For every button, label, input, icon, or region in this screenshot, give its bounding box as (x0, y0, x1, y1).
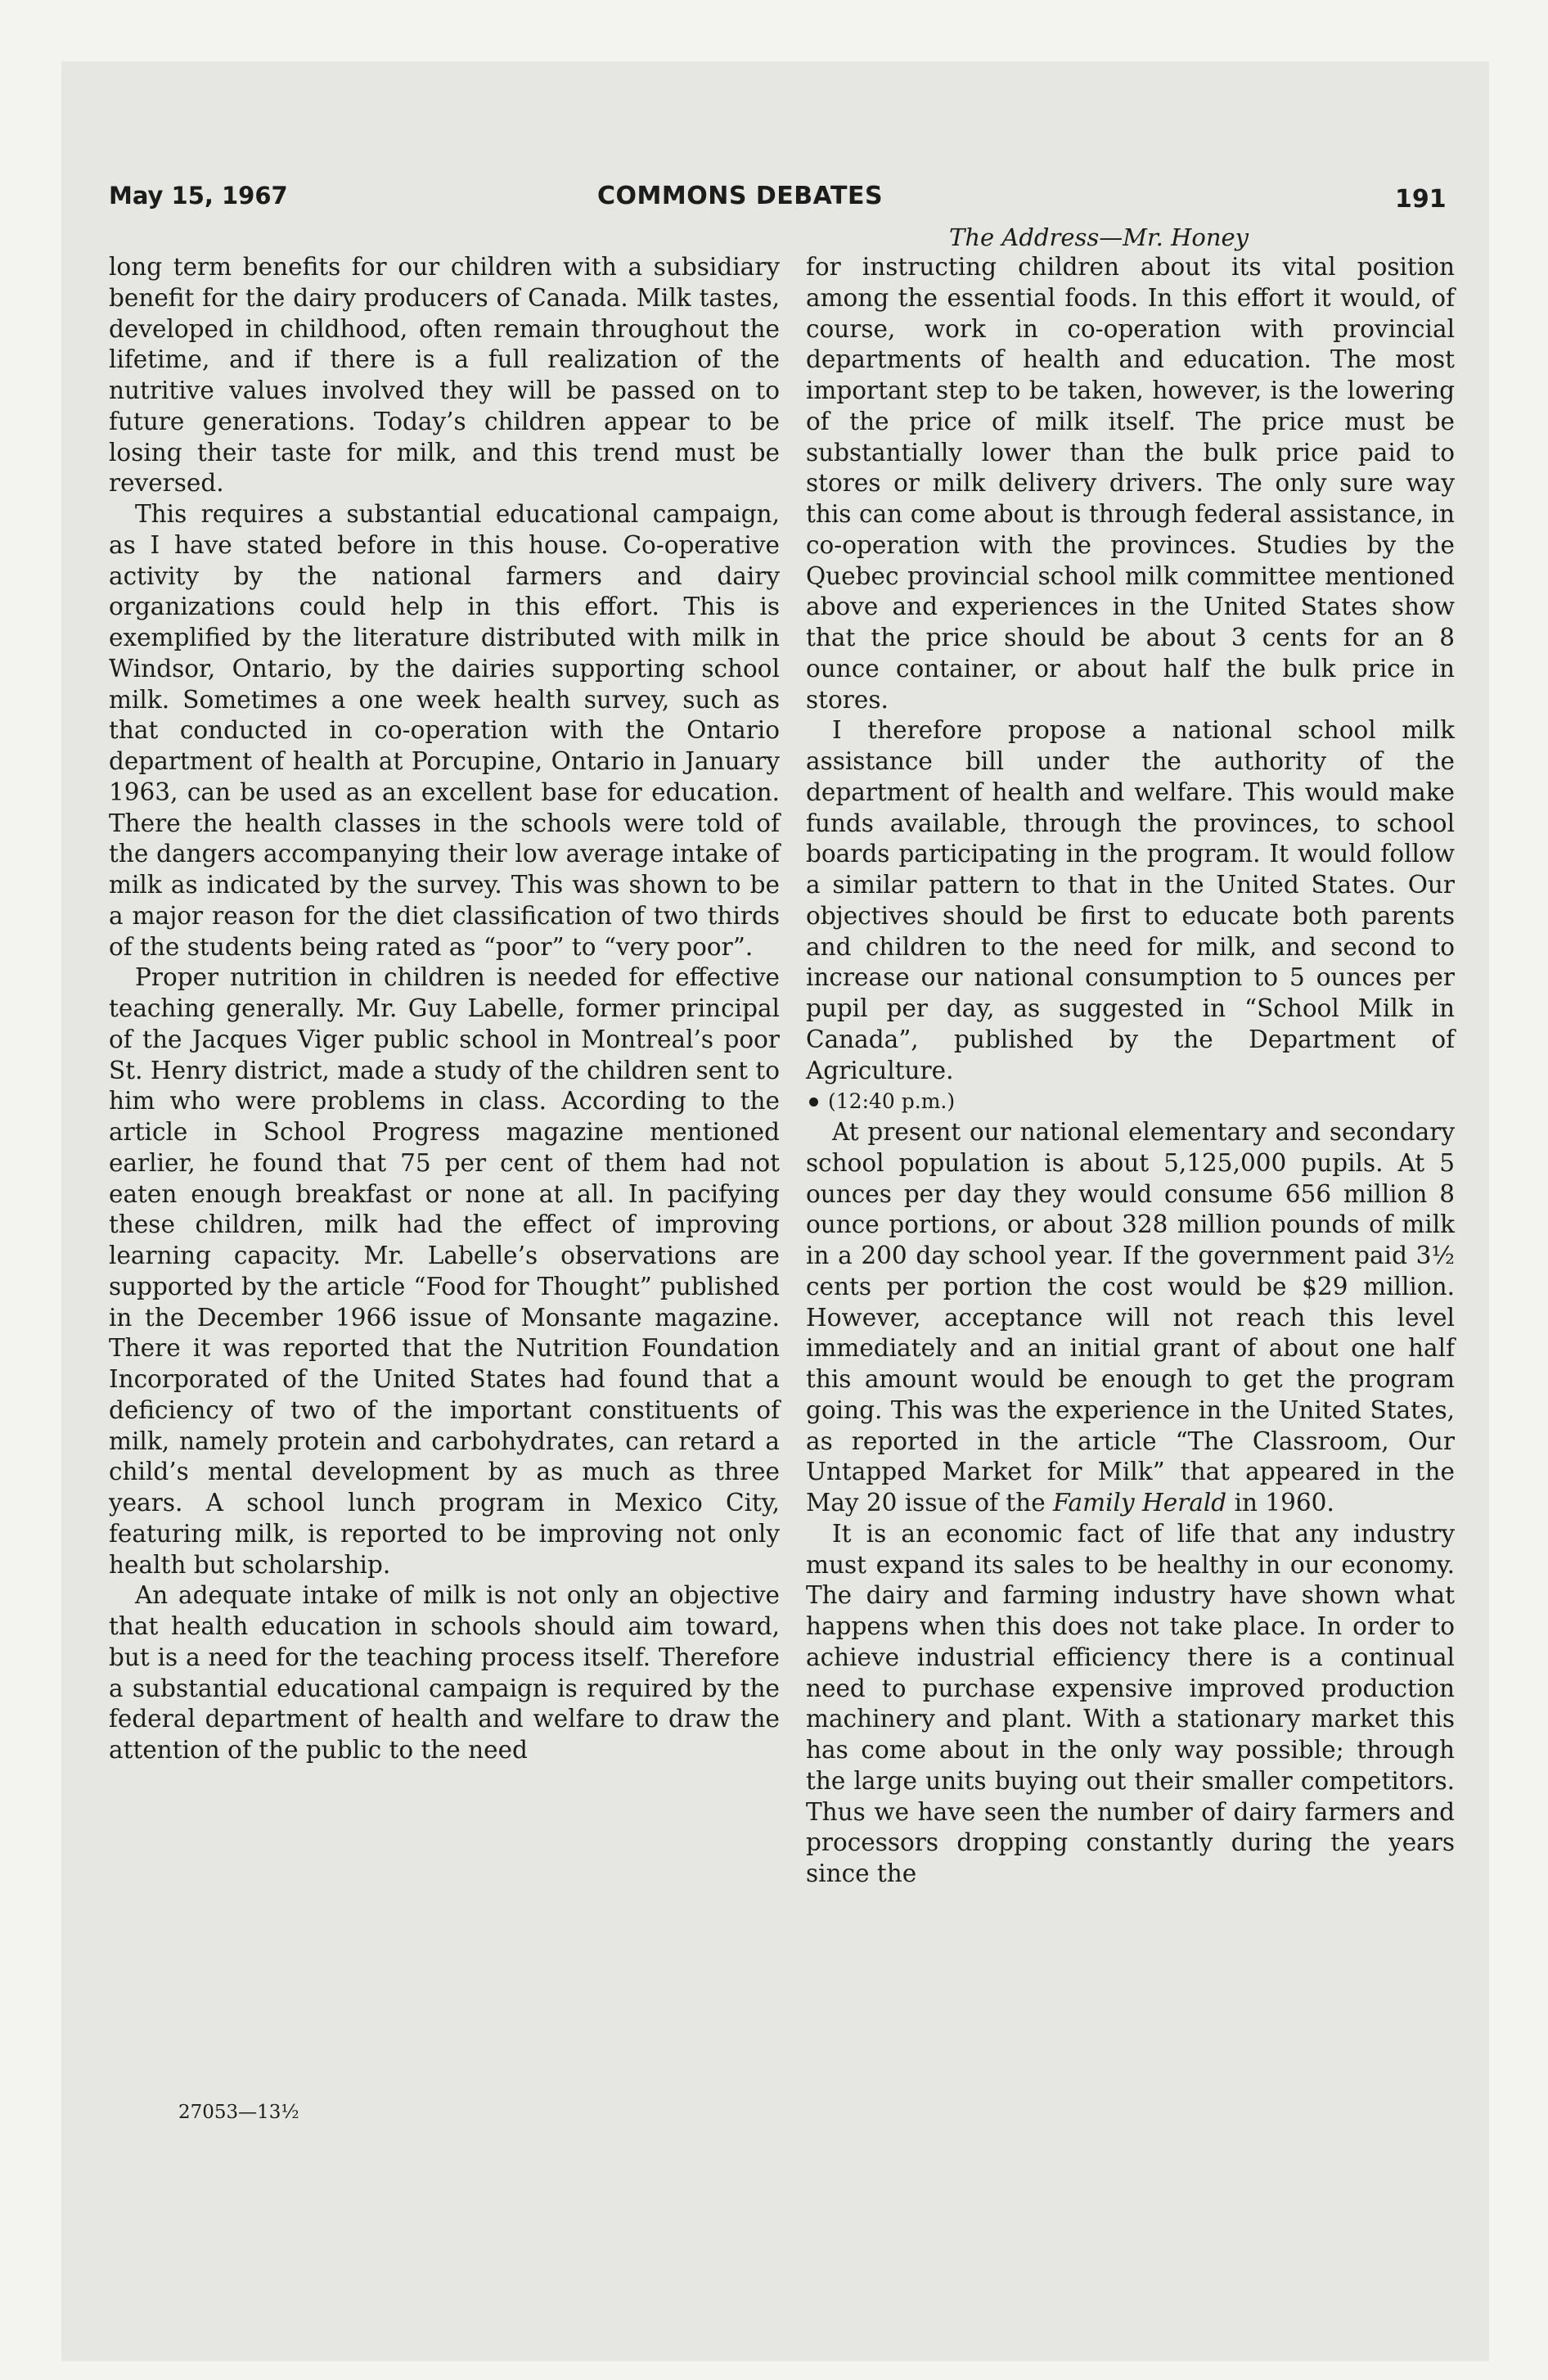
header-title: COMMONS DEBATES (597, 182, 884, 210)
timestamp-text: (12:40 p.m.) (828, 1089, 956, 1114)
paragraph: An adequate intake of milk is not only an objective that health education in schools should aim toward, but is a need for the teaching process itself. Therefore a substantial educational campaign is required by the federal department of health and welfare to draw the attention of the public to the need (109, 1581, 780, 1764)
paragraph-text: At present our national elementary and secondary school population is about 5,125,000 pupils. At 5 ounces per day they would consume 656 million 8 ounce portions, or about 328 million pounds of milk in a 200 day school year. If the government paid 3½ cents per portion the cost would be $29 million. However, acceptance will not reach this level immediately and an initial grant of about one half this amount would be enough to get the program going. This was the experience in the United States, as reported in the article “The Classroom, Our Untapped Market for Milk” that appeared in the May 20 issue of the (806, 1118, 1455, 1517)
paragraph: for instructing children about its vital position among the essential foods. In this effort it would, of course, work in co-operation with provincial departments of health and education. The most important step to be taken, however, is the lowering of the price of milk itself. The price must be substantially lower than the bulk price paid to stores or milk delivery drivers. The only sure way this can come about is through federal assistance, in co-operation with the provinces. Studies by the Quebec provincial school milk committee mentioned above and experiences in the United States show that the price should be about 3 cents for an 8 ounce container, or about half the bulk price in stores. (806, 253, 1455, 714)
right-column (806, 252, 1455, 1890)
paragraph (806, 1117, 1455, 1519)
paragraph: Proper nutrition in children is needed for effective teaching generally. Mr. Guy Labelle, former principal of the Jacques Viger public school in Montreal’s poor St. Henry district, made a study of the children sent to him who were problems in class. According to the article in School Progress magazine mentioned earlier, he found that 75 per cent of them had not eaten enough breakfast or none at all. In pacifying these children, milk had the effect of improving learning capacity. Mr. Labelle’s observations are supported by the article “Food for Thought” published in the December 1966 issue of Monsante magazine. There it was reported that the Nutrition Foundation Incorporated of the United States had found that a deficiency of two of the important constituents of milk, namely protein and carbohydrates, can retard a child’s mental development by as much as three years. A school lunch program in Mexico City, featuring milk, is reported to be improving not only health but scholarship. (109, 963, 780, 1579)
paragraph: It is an economic fact of life that any industry must expand its sales to be healthy in our economy. The dairy and farming industry have shown what happens when this does not take place. In order to achieve industrial efficiency there is a continual need to purchase expensive improved production machinery and plant. With a stationary market this has come about in the only way possible; through the large units buying out their smaller competitors. Thus we have seen the number of dairy farmers and processors dropping constantly during the years since the (806, 1519, 1455, 1887)
page-number: 191 (1395, 185, 1447, 214)
publication-title: Family Herald (1053, 1489, 1227, 1517)
paragraph: This requires a substantial educational campaign, as I have stated before in this house. Co-operative activity by the national farmers and dairy organizations could help in this effort. This is exemplified by the literature distributed with milk in Windsor, Ontario, by the dairies supporting school milk. Sometimes a one week health survey, such as that conducted in co-operation with the Ontario department of health at Porcupine, Ontario in January 1963, can be used as an excellent base for education. There the health classes in the schools were told of the dangers accompanying their low average intake of milk as indicated by the survey. This was shown to be a major reason for the diet classification of two thirds of the students being rated as “poor” to “very poor”. (109, 500, 780, 961)
page-header (0, 123, 1548, 124)
left-column (109, 252, 780, 1766)
paragraph-text: in 1960. (1226, 1489, 1334, 1517)
paragraph: I therefore propose a national school milk assistance bill under the authority of the department of health and welfare. This would make funds available, through the provinces, to school boards participating in the program. It would follow a similar pattern to that in the United States. Our objectives should be first to educate both parents and children to the need for milk, and second to increase our national consumption to 5 ounces per pupil per day, as suggested in “School Milk in Canada”, published by the Department of Agriculture. (806, 716, 1455, 1084)
bullet-icon (809, 1098, 818, 1107)
timestamp (806, 1086, 1455, 1117)
header-date: May 15, 1967 (109, 182, 288, 210)
footer-code: 27053—13½ (178, 2102, 299, 2123)
paragraph: long term benefits for our children with a subsidiary benefit for the dairy producers of Canada. Milk tastes, developed in childhood, often remain throughout the lifetime, and if there is a full realization of the nutritive values involved they will be passed on to future generations. Today’s children appear to be losing their taste for milk, and this trend must be reversed. (109, 253, 780, 498)
running-head: The Address—Mr. Honey (949, 223, 1249, 251)
